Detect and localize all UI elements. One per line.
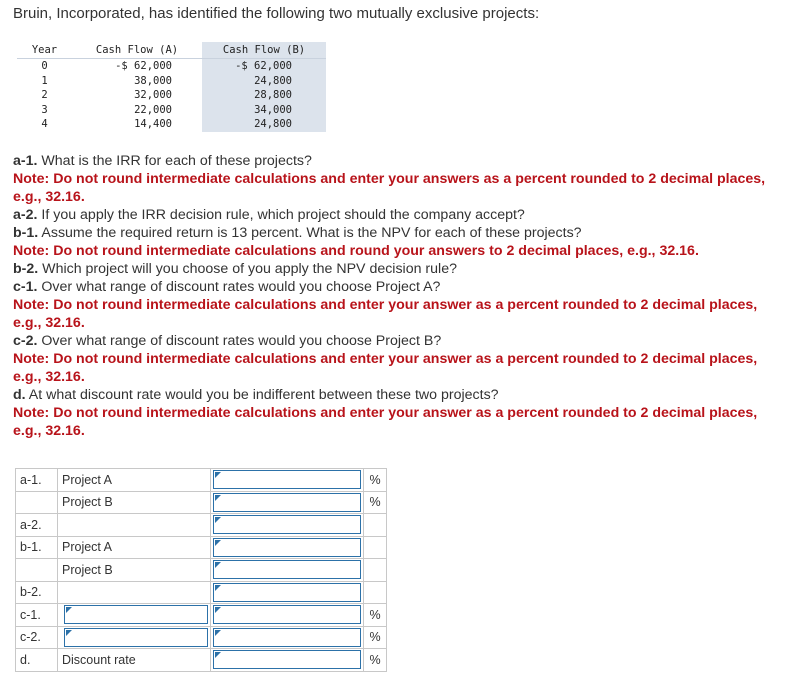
- range-b-select[interactable]: [64, 628, 208, 647]
- answer-label: c-2.: [16, 626, 58, 649]
- question-a2: [13, 206, 778, 224]
- cash-flow-a-cell: -$ 62,000: [115, 60, 172, 73]
- note-b1: Note: Do not round intermediate calculations and round your answers to 2 decimal places, e.g., 32.16.: [13, 243, 699, 259]
- header-cash-flow-a: Cash Flow (A): [72, 42, 202, 59]
- percent-unit: %: [364, 604, 387, 627]
- answer-row-c2: [16, 626, 387, 649]
- answer-row-d: [16, 649, 387, 672]
- year-cell: 2: [41, 89, 48, 102]
- question-a1: [13, 152, 778, 170]
- year-cell: 0: [41, 60, 48, 73]
- question-label: b-2.: [13, 261, 39, 277]
- answer-desc: Project B: [58, 491, 211, 514]
- year-cell: 3: [41, 103, 48, 116]
- answer-row-a1-project-a: [16, 469, 387, 492]
- answer-label: a-2.: [16, 514, 58, 537]
- answer-label: c-1.: [16, 604, 58, 627]
- answer-desc: Project B: [58, 559, 211, 582]
- question-text: Over what range of discount rates would you choose Project B?: [37, 333, 442, 349]
- intro-text: Bruin, Incorporated, has identified the following two mutually exclusive projects:: [13, 5, 540, 22]
- answer-label: d.: [16, 649, 58, 672]
- note-a1: Note: Do not round intermediate calculations and enter your answers as a percent rounded to 2 decimal places, e.g., 32.16.: [13, 171, 766, 205]
- irr-project-b-input[interactable]: [213, 493, 361, 512]
- range-a-select[interactable]: [64, 605, 208, 624]
- year-cell: 1: [41, 74, 48, 87]
- table-row: [17, 88, 326, 103]
- question-text: Which project will you choose of you apply the NPV decision rule?: [38, 261, 457, 277]
- answer-row-b2: [16, 581, 387, 604]
- range-b-input[interactable]: [213, 628, 361, 647]
- question-label: a-1.: [13, 153, 38, 169]
- answer-label: a-1.: [16, 469, 58, 492]
- answer-row-c1: [16, 604, 387, 627]
- question-text: At what discount rate would you be indifferent between these two projects?: [25, 387, 499, 403]
- table-row: [17, 103, 326, 118]
- question-text: What is the IRR for each of these projects?: [37, 153, 312, 169]
- cash-flow-table: [17, 42, 326, 132]
- indifference-rate-input[interactable]: [213, 650, 361, 669]
- header-year: Year: [17, 42, 72, 59]
- npv-project-a-input[interactable]: [213, 538, 361, 557]
- note-d: Note: Do not round intermediate calculations and enter your answer as a percent rounded to 2 decimal places, e.g., 32.16.: [13, 405, 758, 439]
- question-text: Assume the required return is 13 percent. What is the NPV for each of these projects?: [38, 225, 582, 241]
- question-label: a-2.: [13, 207, 38, 223]
- answer-desc: Project A: [58, 536, 211, 559]
- irr-project-a-input[interactable]: [213, 470, 361, 489]
- answer-row-a1-project-b: [16, 491, 387, 514]
- question-d: [13, 386, 778, 404]
- answer-row-b1-project-b: [16, 559, 387, 582]
- question-b2: [13, 260, 778, 278]
- irr-decision-select[interactable]: [213, 515, 361, 534]
- answer-desc: Discount rate: [58, 649, 211, 672]
- question-label: b-1.: [13, 225, 39, 241]
- cash-flow-a-cell: 14,400: [134, 118, 172, 131]
- question-label: c-2.: [13, 333, 38, 349]
- percent-unit: %: [364, 469, 387, 492]
- question-c1: [13, 278, 778, 296]
- cash-flow-b-cell: 34,000: [202, 103, 326, 118]
- cash-flow-b-cell: 28,800: [202, 88, 326, 103]
- question-text: Over what range of discount rates would you choose Project A?: [37, 279, 441, 295]
- npv-project-b-input[interactable]: [213, 560, 361, 579]
- range-a-input[interactable]: [213, 605, 361, 624]
- question-label: d.: [13, 387, 26, 403]
- table-row: [17, 74, 326, 89]
- answer-desc: Project A: [58, 469, 211, 492]
- percent-unit: %: [364, 649, 387, 672]
- cash-flow-b-cell: -$ 62,000: [202, 59, 326, 74]
- percent-unit: %: [364, 491, 387, 514]
- table-row: [17, 117, 326, 132]
- cash-flow-a-cell: 38,000: [134, 74, 172, 87]
- cash-flow-a-cell: 32,000: [134, 89, 172, 102]
- answer-table: [15, 468, 387, 672]
- cash-flow-header: [17, 42, 326, 59]
- question-label: c-1.: [13, 279, 38, 295]
- npv-decision-select[interactable]: [213, 583, 361, 602]
- cash-flow-a-cell: 22,000: [134, 103, 172, 116]
- percent-unit: %: [364, 626, 387, 649]
- cash-flow-b-cell: 24,800: [202, 117, 326, 132]
- questions-block: [13, 152, 778, 440]
- question-c2: [13, 332, 778, 350]
- header-cash-flow-b: Cash Flow (B): [202, 42, 326, 59]
- table-row: [17, 59, 326, 74]
- note-c1: Note: Do not round intermediate calculations and enter your answer as a percent rounded to 2 decimal places, e.g., 32.16.: [13, 297, 758, 331]
- question-b1: [13, 224, 778, 242]
- answer-label: b-2.: [16, 581, 58, 604]
- answer-row-a2: [16, 514, 387, 537]
- cash-flow-b-cell: 24,800: [202, 74, 326, 89]
- question-text: If you apply the IRR decision rule, which project should the company accept?: [37, 207, 525, 223]
- answer-label: b-1.: [16, 536, 58, 559]
- year-cell: 4: [41, 118, 48, 131]
- note-c2: Note: Do not round intermediate calculations and enter your answer as a percent rounded to 2 decimal places, e.g., 32.16.: [13, 351, 758, 385]
- answer-row-b1-project-a: [16, 536, 387, 559]
